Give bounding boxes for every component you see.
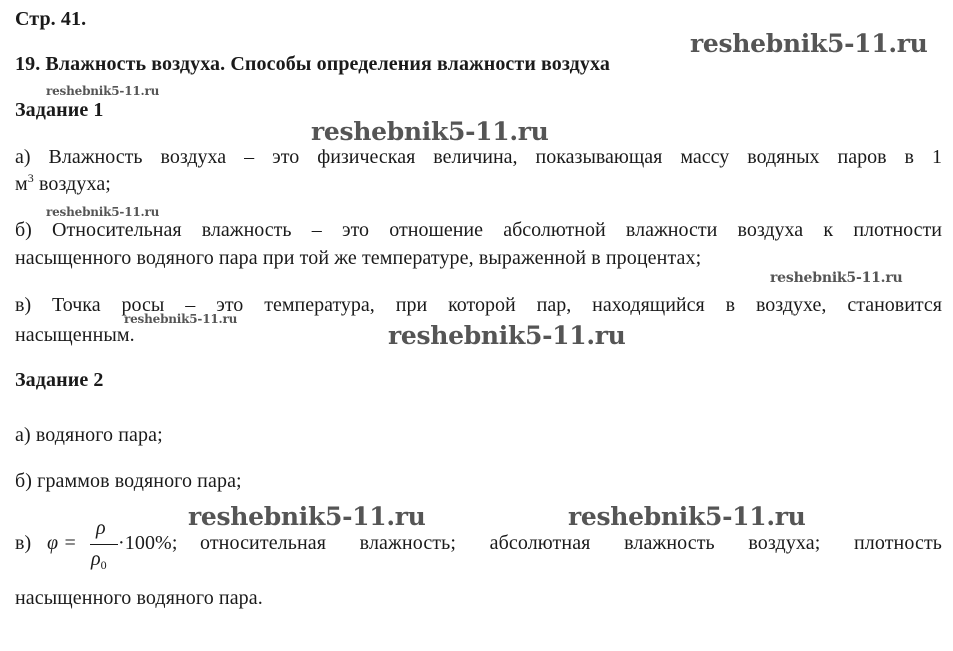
task1-answer-a-line1: а) Влажность воздуха – это физическая величина, показывающая массу водяных паров в 1 (15, 146, 942, 168)
watermark: reshebnik5-11.ru (124, 312, 238, 326)
watermark: reshebnik5-11.ru (770, 270, 903, 286)
task2-answer-c-label: в) (15, 532, 32, 554)
watermark: reshebnik5-11.ru (311, 117, 549, 146)
task2-answer-b: б) граммов водяного пара; (15, 470, 242, 492)
task2-heading: Задание 2 (15, 369, 104, 391)
watermark: reshebnik5-11.ru (46, 205, 160, 219)
watermark: reshebnik5-11.ru (188, 502, 426, 531)
watermark: reshebnik5-11.ru (690, 29, 928, 58)
formula-denominator: $\rho_0$ (91, 548, 107, 572)
task1-heading: Задание 1 (15, 99, 104, 121)
task2-answer-a: а) водяного пара; (15, 424, 163, 446)
task1-answer-b-line2: насыщенного водяного пара при той же температуре, выраженной в процентах; (15, 247, 702, 269)
watermark: reshebnik5-11.ru (388, 321, 626, 350)
unit-m: м (15, 173, 28, 195)
task1-answer-a-line2 (15, 173, 111, 196)
section-title: 19. Влажность воздуха. Способы определения влажности воздуха (15, 53, 610, 75)
watermark: reshebnik5-11.ru (46, 84, 160, 98)
page-reference: Стр. 41. (15, 8, 87, 30)
formula-numerator: ρ (96, 517, 106, 539)
fraction-bar (90, 544, 118, 545)
formula-multiplier: ·100%; (118, 532, 178, 554)
task1-answer-c-line1: в) Точка росы – это температура, при которой пар, находящийся в воздухе, становится (15, 294, 942, 316)
task2-answer-c-text: относительная влажность; абсолютная влажность воздуха; плотность (200, 532, 942, 554)
watermark: reshebnik5-11.ru (568, 502, 806, 531)
denominator-subscript: 0 (100, 558, 107, 572)
humidity-formula-fraction (90, 517, 120, 577)
formula-lhs: φ = (47, 532, 77, 554)
unit-exponent: 3 (27, 171, 34, 185)
task1-answer-c-line2: насыщенным. (15, 324, 135, 346)
task1-answer-b-line1: б) Относительная влажность – это отношение абсолютной влажности воздуха к плотности (15, 219, 942, 241)
answer-a-rest: воздуха; (33, 173, 111, 195)
task2-answer-c-line2: насыщенного водяного пара. (15, 587, 263, 609)
